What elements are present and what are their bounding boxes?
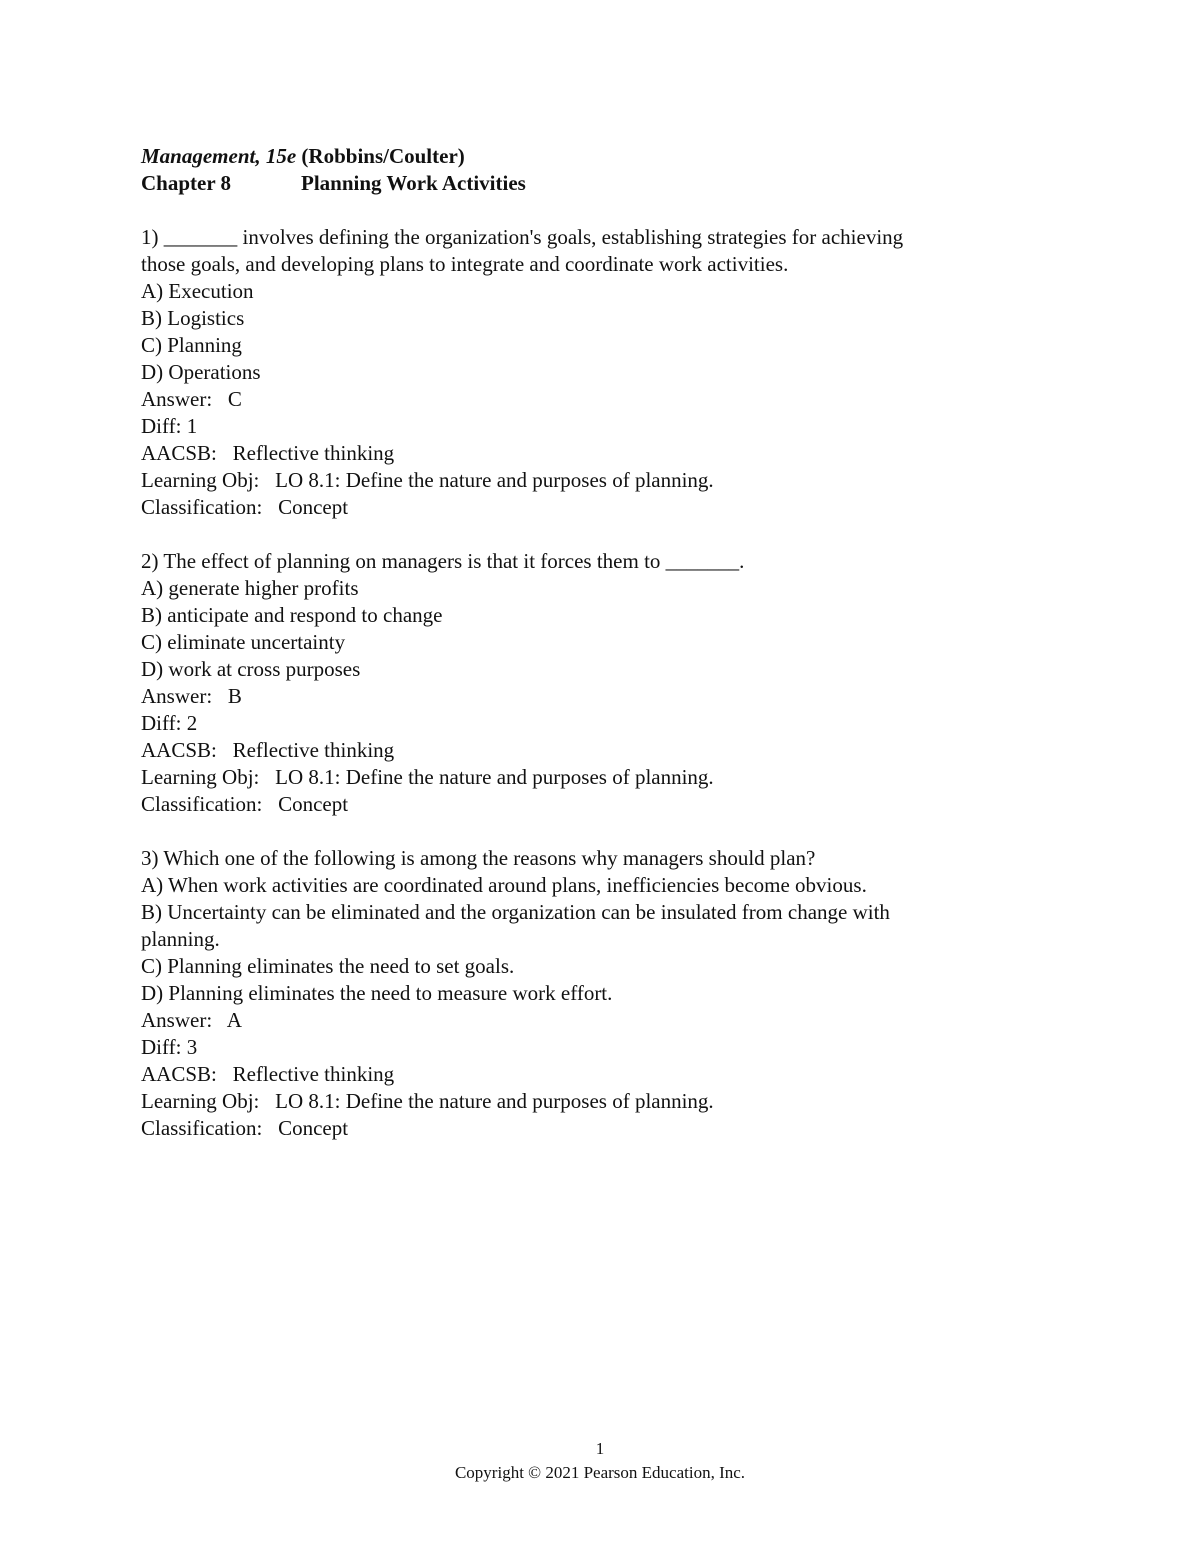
- aacsb-tag: AACSB: Reflective thinking: [141, 738, 395, 762]
- page-number: 1: [595, 1439, 605, 1458]
- answer-key: Answer: B: [141, 684, 242, 708]
- spacer: [141, 521, 1041, 548]
- classification: Classification: Concept: [141, 495, 349, 519]
- answer-option: C) Planning: [141, 333, 242, 357]
- classification: Classification: Concept: [141, 1116, 349, 1140]
- learning-objective: Learning Obj: LO 8.1: Define the nature and purposes of planning.: [141, 1089, 714, 1113]
- book-title: Management, 15e: [141, 144, 297, 168]
- answer-option: B) Logistics: [141, 306, 245, 330]
- learning-objective: Learning Obj: LO 8.1: Define the nature and purposes of planning.: [141, 765, 714, 789]
- chapter-title: Planning Work Activities: [301, 171, 526, 195]
- question-stem-line: 1) _______ involves defining the organization's goals, establishing strategies for achieving: [141, 225, 904, 249]
- answer-option: C) Planning eliminates the need to set goals.: [141, 954, 515, 978]
- answer-option: D) Planning eliminates the need to measure work effort.: [141, 981, 613, 1005]
- answer-option: D) work at cross purposes: [141, 657, 361, 681]
- document-body: [141, 143, 1041, 1142]
- answer-option: D) Operations: [141, 360, 261, 384]
- question-stem-line: 2) The effect of planning on managers is that it forces them to _______.: [141, 549, 745, 573]
- answer-option: C) eliminate uncertainty: [141, 630, 346, 654]
- spacer: [141, 818, 1041, 845]
- chapter-heading: [141, 170, 1041, 197]
- answer-option: A) generate higher profits: [141, 576, 359, 600]
- question-3: [141, 845, 1041, 1142]
- book-title-line: [141, 143, 1041, 170]
- answer-key: Answer: C: [141, 387, 242, 411]
- answer-key: Answer: A: [141, 1008, 242, 1032]
- difficulty: Diff: 2: [141, 711, 198, 735]
- difficulty: Diff: 3: [141, 1035, 198, 1059]
- aacsb-tag: AACSB: Reflective thinking: [141, 1062, 395, 1086]
- aacsb-tag: AACSB: Reflective thinking: [141, 441, 395, 465]
- question-1: [141, 224, 1041, 521]
- chapter-number: Chapter 8: [141, 171, 232, 195]
- spacer: [141, 197, 1041, 224]
- answer-option: B) Uncertainty can be eliminated and the organization can be insulated from change with: [141, 900, 890, 924]
- learning-objective: Learning Obj: LO 8.1: Define the nature and purposes of planning.: [141, 468, 714, 492]
- copyright-notice: Copyright © 2021 Pearson Education, Inc.: [454, 1463, 746, 1482]
- answer-option: A) When work activities are coordinated around plans, inefficiencies become obvious.: [141, 873, 867, 897]
- question-2: [141, 548, 1041, 818]
- answer-option: B) anticipate and respond to change: [141, 603, 443, 627]
- question-stem-line: 3) Which one of the following is among the reasons why managers should plan?: [141, 846, 816, 870]
- difficulty: Diff: 1: [141, 414, 198, 438]
- question-stem-line: those goals, and developing plans to integrate and coordinate work activities.: [141, 252, 789, 276]
- book-authors: (Robbins/Coulter): [301, 144, 465, 168]
- answer-option: planning.: [141, 927, 220, 951]
- classification: Classification: Concept: [141, 792, 349, 816]
- answer-option: A) Execution: [141, 279, 254, 303]
